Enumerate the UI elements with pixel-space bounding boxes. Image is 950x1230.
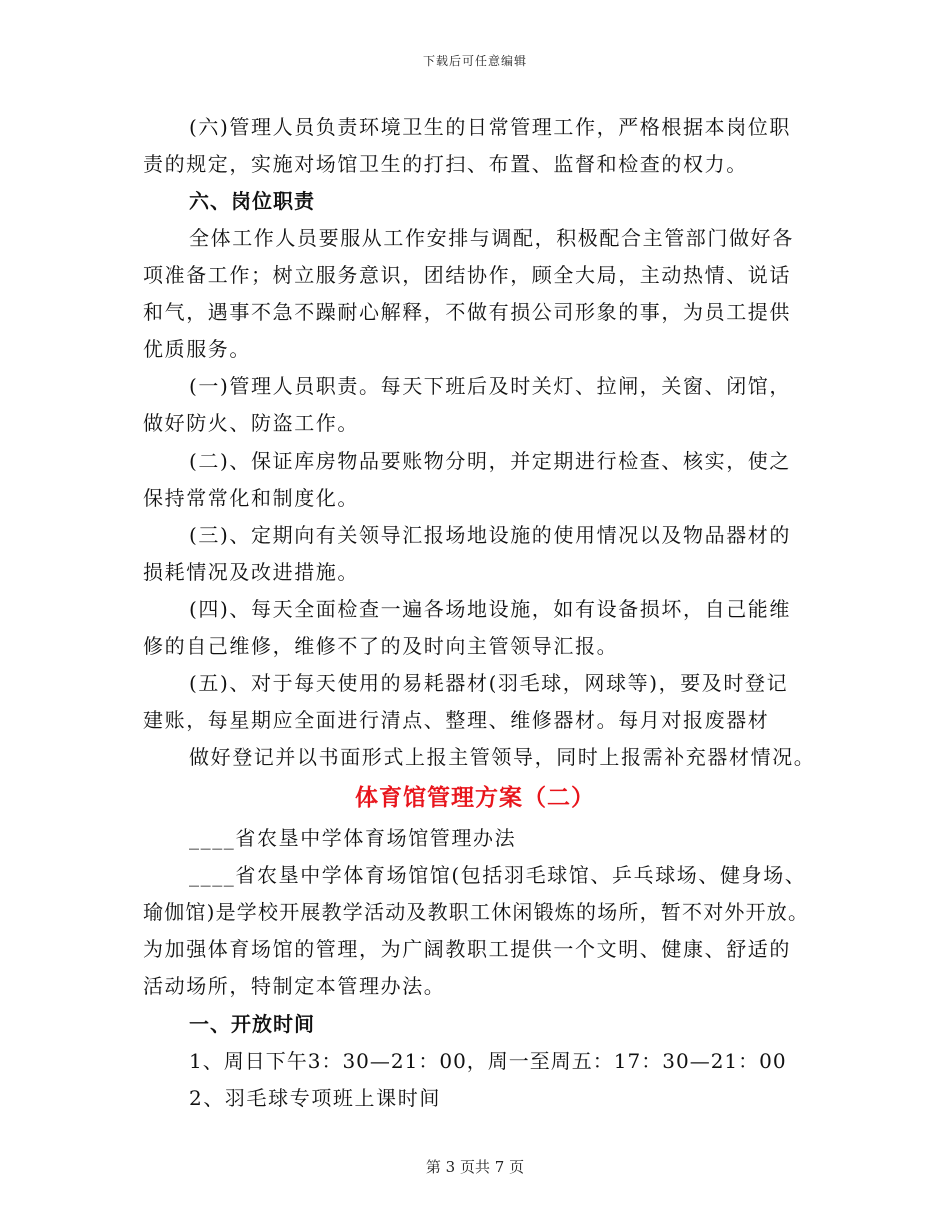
paragraph-line: 优质服务。	[143, 337, 251, 361]
paragraph-line: 做好登记并以书面形式上报主管领导，同时上报需补充器材情况。	[189, 745, 816, 769]
paragraph-line: 瑜伽馆)是学校开展教学活动及教职工休闲锻炼的场所，暂不对外开放。	[143, 900, 810, 924]
page-header: 下载后可任意编辑	[422, 54, 527, 68]
paragraph-line: 修的自己维修，维修不了的及时向主管领导汇报。	[143, 634, 619, 658]
paragraph-line: (四)、每天全面检查一遍各场地设施，如有设备损坏，自己能维	[189, 597, 792, 621]
paragraph-line: (一)管理人员职责。每天下班后及时关灯、拉闸，关窗、闭馆，	[189, 374, 792, 398]
paragraph-line: 全体工作人员要服从工作安排与调配，积极配合主管部门做好各	[189, 226, 794, 250]
paragraph-line: 保持常常化和制度化。	[143, 486, 359, 510]
paragraph-line: 损耗情况及改进措施。	[143, 560, 359, 584]
paragraph-line: 项准备工作；树立服务意识，团结协作，顾全大局，主动热情、说话	[143, 263, 791, 287]
paragraph-line: 2、羽毛球专项班上课时间	[189, 1086, 441, 1110]
paragraph-line: (六)管理人员负责环境卫生的日常管理工作，严格根据本岗位职	[189, 115, 792, 139]
page-footer: 第 3 页共 7 页	[425, 1158, 525, 1176]
document-title: 体育馆管理方案（二）	[355, 785, 595, 811]
section-heading: 一、开放时间	[189, 1012, 315, 1036]
paragraph-line: (三)、定期向有关领导汇报场地设施的使用情况以及物品器材的	[189, 523, 792, 547]
paragraph-line: (五)、对于每天使用的易耗器材(羽毛球，网球等)，要及时登记	[189, 671, 789, 695]
paragraph-line: 1、周日下午3：30—21：00，周一至周五：17：30—21：00	[189, 1049, 787, 1073]
paragraph-line: (二)、保证库房物品要账物分明，并定期进行检查、核实，使之	[189, 449, 792, 473]
paragraph-line: ____省农垦中学体育场馆管理办法	[189, 826, 517, 850]
paragraph-line: 做好防火、防盗工作。	[143, 411, 359, 435]
paragraph-line: 责的规定，实施对场馆卫生的打扫、布置、监督和检查的权力。	[143, 152, 748, 176]
paragraph-line: ____省农垦中学体育场馆馆(包括羽毛球馆、乒乓球场、健身场、	[189, 863, 807, 887]
paragraph-line: 和气，遇事不急不躁耐心解释，不做有损公司形象的事，为员工提供	[143, 300, 791, 324]
paragraph-line: 活动场所，特制定本管理办法。	[143, 974, 446, 998]
section-heading: 六、岗位职责	[189, 189, 315, 213]
paragraph-line: 为加强体育场馆的管理，为广阔教职工提供一个文明、健康、舒适的	[143, 937, 791, 961]
paragraph-line: 建账，每星期应全面进行清点、整理、维修器材。每月对报废器材	[143, 708, 770, 732]
